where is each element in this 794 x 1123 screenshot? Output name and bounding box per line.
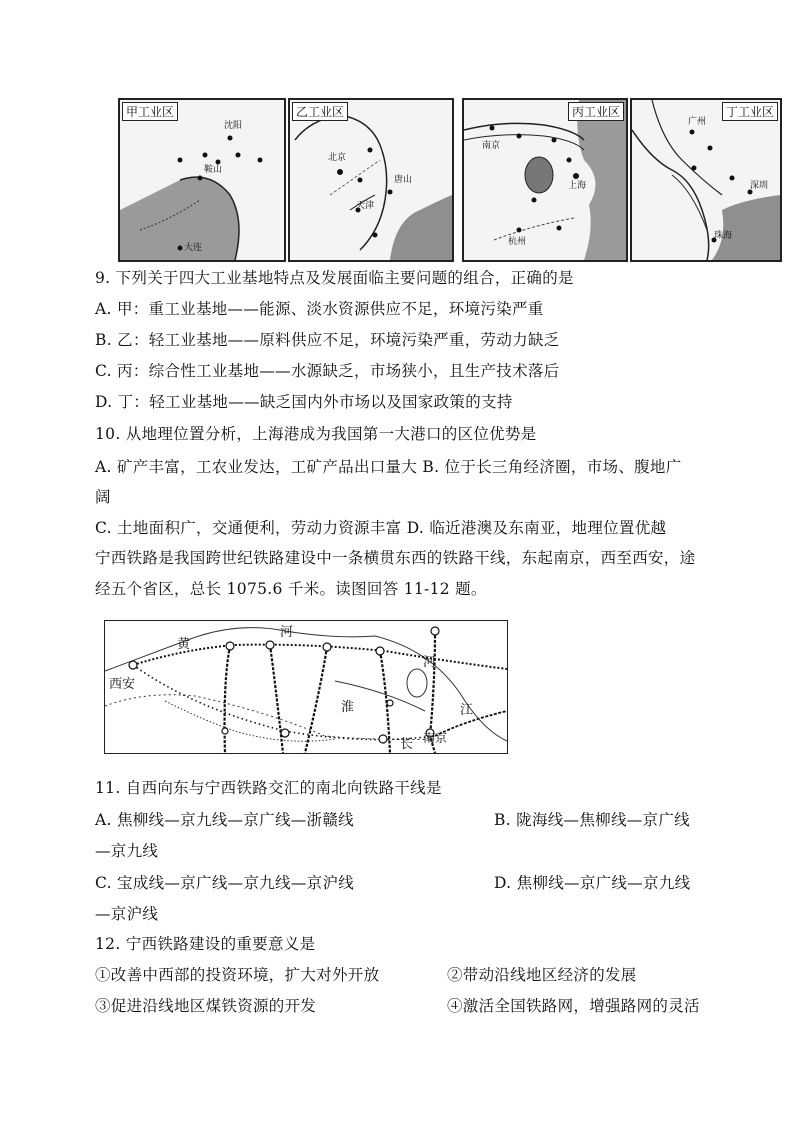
- map-bing-drawing: [464, 100, 626, 260]
- industrial-region-maps: [118, 98, 780, 258]
- q12-option-4: ④激活全国铁路网，增强路网的灵活: [447, 997, 700, 1015]
- river-label-he-2: 河: [423, 655, 437, 670]
- q10-options-cd: C. 土地面积广，交通便利，劳动力资源丰富 D. 临近港澳及东南亚，地理位置优越: [95, 519, 667, 537]
- q10-options-ab: A. 矿产丰富，工农业发达，工矿产品出口量大 B. 位于长三角经济圈，市场、腹地广: [95, 458, 682, 476]
- q9-option-b: B. 乙：轻工业基地——原料供应不足，环境污染严重，劳动力缺乏: [95, 331, 560, 349]
- map-tag: 丁工业区: [722, 102, 778, 121]
- intro-line-2: 经五个省区，总长 1075.6 千米。读图回答 11-12 题。: [95, 580, 487, 598]
- city-label-nanjing: 南京: [423, 731, 448, 745]
- q12-stem: 12. 宁西铁路建设的重要意义是: [95, 935, 316, 953]
- river-label-huang: 黄: [177, 637, 191, 652]
- river-label-jiang: 江: [460, 703, 474, 718]
- city-label: 北京: [328, 153, 347, 163]
- q9-option-a: A. 甲：重工业基地——能源、淡水资源供应不足，环境污染严重: [95, 300, 544, 318]
- q11-option-a: A. 焦柳线—京九线—京广线—浙赣线: [95, 811, 354, 829]
- railway-map: [104, 620, 508, 754]
- q11-stem: 11. 自西向东与宁西铁路交汇的南北向铁路干线是: [95, 779, 442, 797]
- city-label: 上海: [568, 181, 587, 191]
- river-label-chang: 长: [400, 737, 414, 752]
- city-label: 沈阳: [224, 121, 243, 131]
- map-yi-drawing: [290, 100, 452, 260]
- map-jia-drawing: [120, 100, 284, 260]
- city-label: 鞍山: [204, 165, 223, 175]
- city-label: 深圳: [750, 181, 769, 191]
- q11-option-d-cont: —京沪线: [95, 905, 159, 923]
- q10-stem: 10. 从地理位置分析，上海港成为我国第一大港口的区位优势是: [95, 425, 537, 443]
- river-label-huai: 淮: [341, 700, 355, 715]
- river-label-he: 河: [280, 625, 294, 640]
- city-label-xian: 西安: [109, 677, 136, 692]
- q9-option-d: D. 丁：轻工业基地——缺乏国内外市场以及国家政策的支持: [95, 393, 513, 411]
- map-ding: [630, 98, 782, 262]
- city-label: 唐山: [394, 175, 413, 185]
- q12-option-2: ②带动沿线地区经济的发展: [447, 966, 637, 984]
- q11-option-b: B. 陇海线—焦柳线—京广线: [494, 811, 690, 829]
- q10-options-ab-cont: 阔: [95, 488, 111, 506]
- map-tag: 乙工业区: [292, 102, 348, 121]
- map-jia: [118, 98, 286, 262]
- city-label: 杭州: [508, 237, 527, 247]
- intro-line-1: 宁西铁路是我国跨世纪铁路建设中一条横贯东西的铁路干线，东起南京，西至西安，途: [95, 549, 696, 567]
- q11-option-b-cont: —京九线: [95, 842, 159, 860]
- city-label: 大连: [184, 243, 203, 253]
- city-label: 广州: [688, 117, 707, 127]
- q12-option-1: ①改善中西部的投资环境，扩大对外开放: [95, 966, 380, 984]
- q11-option-c: C. 宝成线—京广线—京九线—京沪线: [95, 874, 355, 892]
- map-tag: 丙工业区: [568, 102, 624, 121]
- q11-option-d: D. 焦柳线—京广线—京九线: [494, 874, 691, 892]
- map-bing: [462, 98, 628, 262]
- city-label: 南京: [482, 141, 501, 151]
- city-label: 珠海: [714, 231, 733, 241]
- q9-stem: 9. 下列关于四大工业基地特点及发展面临主要问题的组合，正确的是: [95, 269, 574, 287]
- city-label: 天津: [356, 201, 375, 211]
- map-tag: 甲工业区: [122, 102, 178, 121]
- map-yi: [288, 98, 454, 262]
- q9-option-c: C. 丙：综合性工业基地——水源缺乏，市场狭小，且生产技术落后: [95, 362, 560, 380]
- q12-option-3: ③促进沿线地区煤铁资源的开发: [95, 997, 317, 1015]
